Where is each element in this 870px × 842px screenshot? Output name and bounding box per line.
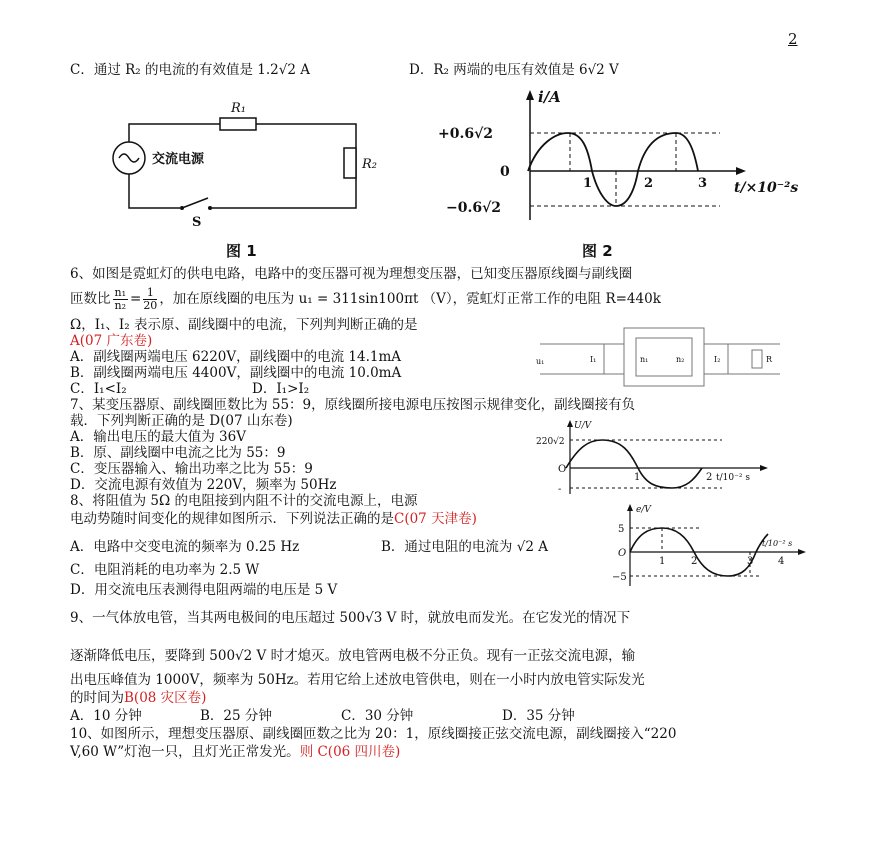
xf-n1: n₁ (640, 355, 649, 364)
q6-option-b: B．副线圈两端电压 4400V，副线圈中的电流 10.0mA (70, 365, 402, 381)
q8-line-2-text: 电动势随时间变化的规律如图所示．下列说法正确的是 (70, 511, 394, 527)
label-r2: R₂ (362, 157, 377, 172)
option-c: C．通过 R₂ 的电流的有效值是 1.2√2 A (70, 62, 310, 78)
xf-n2: n₂ (676, 355, 685, 364)
q6-frac2-den: 20 (143, 298, 158, 312)
fig2-origin: 0 (500, 164, 510, 180)
q6-ratio-label: 匝数比 (70, 290, 111, 307)
xf-u1: u₁ (536, 357, 545, 366)
option-d: D．R₂ 两端的电压有效值是 6√2 V (409, 62, 619, 78)
figure-transformer (530, 322, 790, 394)
q6-frac2-num: 1 (143, 287, 157, 300)
fig2-ytick-top: +0.6√2 (438, 126, 494, 142)
q7-xlabel: t/10⁻² s (716, 473, 750, 483)
q7-ytick-top: 220√2 (536, 437, 565, 447)
q8-xlabel: t/10⁻² s (762, 539, 793, 548)
figure-1-circuit (100, 100, 380, 260)
resistor-r1 (220, 118, 256, 130)
q7-option-b: B．原、副线圈中电流之比为 55：9 (70, 445, 286, 461)
label-switch: S (192, 215, 202, 230)
xf-i1: I₁ (590, 355, 597, 364)
q6-frac-den: n₂ (114, 298, 126, 312)
q8-xtick-3: 3 (747, 556, 754, 567)
q8-option-c: C．电阻消耗的电功率为 2.5 W (70, 562, 260, 578)
q8-xtick-1: 1 (659, 556, 666, 567)
q8-ytick-top: 5 (618, 524, 625, 535)
figure-2-caption: 图 2 (582, 242, 613, 260)
fig2-xtick-2: 2 (644, 176, 654, 191)
q10-line-2 (70, 744, 400, 761)
q6-option-d: D．I₁>I₂ (252, 381, 310, 397)
q9-option-b: B．25 分钟 (200, 708, 272, 724)
q9-option-a: A．10 分钟 (70, 708, 142, 724)
q10-line-2-text: V,60 W”灯泡一只，且灯光正常发光。 (70, 744, 300, 760)
q6-ratio-value (143, 287, 157, 312)
q7-xtick-2: 2 (706, 472, 713, 483)
q6-ratio-fraction (113, 287, 129, 312)
q9-line-2: 逐渐降低电压，要降到 500√2 V 时才熄灭。放电管两电极不分正负。现有一正弦交流电源，输 (70, 648, 636, 664)
q8-line-1: 8、将阻值为 5Ω 的电阻接到内阻不计的交流电源上，电源 (70, 493, 418, 509)
label-r1: R₁ (231, 101, 246, 116)
q8-option-b: B．通过电阻的电流为 √2 A (381, 539, 548, 555)
sine-curve (528, 133, 698, 206)
q9-source: B(08 灾区卷) (124, 690, 207, 706)
q8-ytick-bottom: −5 (612, 572, 627, 583)
q8-line-2 (70, 511, 477, 528)
q7-option-c: C．变压器输入、输出功率之比为 55：9 (70, 461, 313, 477)
figure-q7-graph (522, 418, 792, 498)
fig2-xlabel: t/×10⁻²s (734, 180, 799, 196)
q10-source: 则 C(06 四川卷) (299, 744, 401, 760)
fig2-xtick-3: 3 (698, 176, 708, 191)
q6-option-c: C．I₁<I₂ (70, 381, 127, 397)
q9-line-1: 9、一气体放电管，当其两电极间的电压超过 500√3 V 时，就放电而发光。在它发光的情况下 (70, 610, 631, 626)
q8-origin: O (618, 548, 627, 559)
label-source: 交流电源 (152, 152, 205, 167)
xf-r: R (766, 355, 773, 364)
q8-xtick-2: 2 (691, 556, 698, 567)
q7-option-d: D．交流电源有效值为 220V，频率为 50Hz (70, 477, 337, 493)
q9-line-3: 出电压峰值为 1000V，频率为 50Hz。若用它给上述放电管供电，则在一小时内放电管实际发光 (70, 672, 645, 688)
q9-option-d: D．35 分钟 (502, 708, 575, 724)
q9-line-4 (70, 690, 206, 707)
q6-frac-num: n₁ (114, 285, 126, 299)
q7-ytick-bottom: - (558, 484, 562, 495)
fig2-xtick-1: 1 (583, 176, 593, 191)
q8-source: C(07 天津卷) (394, 511, 477, 527)
q6-eq: = (130, 290, 142, 307)
q7-option-a: A．输出电压的最大值为 36V (70, 429, 246, 445)
q6-option-a: A．副线圈两端电压 6220V，副线圈中的电流 14.1mA (70, 349, 402, 365)
q8-xtick-4: 4 (778, 556, 785, 567)
resistor-r2 (344, 148, 356, 178)
q6-line-2 (70, 284, 661, 314)
q10-line-1: 10、如图所示，理想变压器原、副线圈匝数之比为 20：1，原线圈接正弦交流电源，副线圈接入“220 (70, 726, 677, 742)
fig2-ylabel: i/A (538, 88, 561, 106)
q9-option-c: C．30 分钟 (341, 708, 414, 724)
q7-origin: O (558, 464, 567, 475)
q6-line-1: 6、如图是霓虹灯的供电电路，电路中的变压器可视为理想变压器，已知变压器原线圈与副线圈 (70, 266, 633, 282)
figure-2-graph (420, 88, 820, 228)
q6-source: A(07 广东卷) (70, 333, 153, 349)
q7-xtick-1: 1 (634, 472, 641, 483)
q6-voltage-text: ，加在原线圈的电压为 u₁ = 311sin100πt （V），霓虹灯正常工作的电阻 R=440k (159, 290, 661, 307)
figure-q8-graph (600, 502, 820, 590)
q7-line-2: 载．下列判断正确的是 D(07 山东卷) (70, 413, 293, 429)
page-number: 2 (788, 30, 798, 48)
xf-i2: I₂ (714, 355, 721, 364)
q6-line-3: Ω，I₁、I₂ 表示原、副线圈中的电流，下列判判断正确的是 (70, 317, 418, 333)
q7-line-1: 7、某变压器原、副线圈匝数比为 55：9，原线圈所接电源电压按图示规律变化，副线圈接有负 (70, 397, 636, 413)
q8-ylabel: e/V (636, 505, 651, 515)
fig2-ytick-bottom: −0.6√2 (446, 200, 502, 216)
q9-line-4-text: 的时间为 (70, 690, 124, 706)
figure-1-caption: 图 1 (226, 242, 257, 260)
q7-ylabel: U/V (574, 421, 592, 431)
q8-option-d: D．用交流电压表测得电阻两端的电压是 5 V (70, 582, 338, 598)
q8-option-a: A．电路中交变电流的频率为 0.25 Hz (70, 539, 300, 555)
